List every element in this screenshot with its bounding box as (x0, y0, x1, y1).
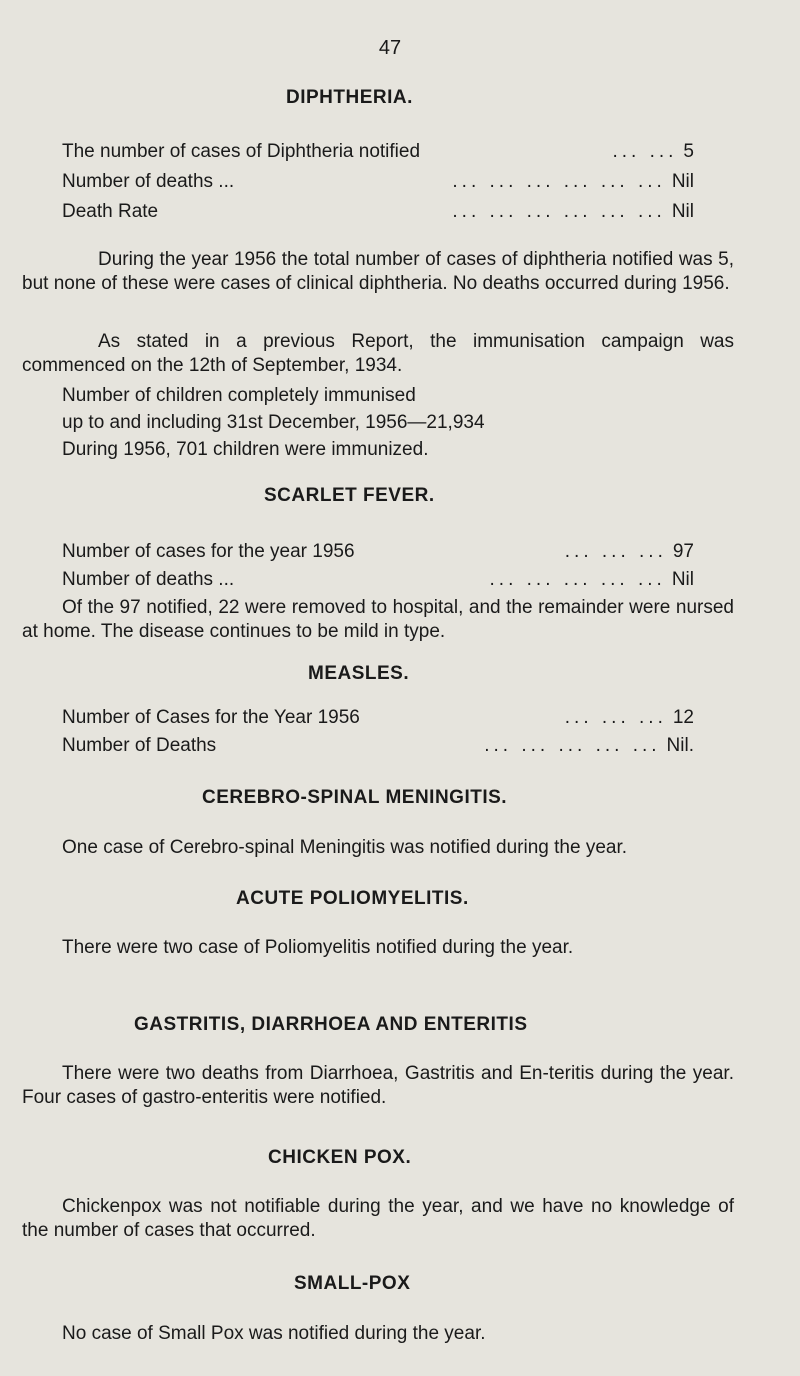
small-pox-heading: SMALL-POX (294, 1273, 411, 1294)
paragraph-text: Chickenpox was not notifiable during the year, and we have no knowledge of the number of cases that occurred. (22, 1196, 734, 1241)
row-label: Number of Deaths (62, 735, 217, 756)
row-value: Nil (671, 569, 694, 590)
chicken-pox-paragraph (22, 1195, 734, 1243)
row-dots: ... ... ... ... ... (489, 569, 666, 590)
chicken-pox-heading: CHICKEN POX. (268, 1147, 412, 1168)
diphtheria-death-rate-row (62, 200, 694, 224)
scarlet-fever-heading: SCARLET FEVER. (264, 485, 435, 506)
row-label: Number of deaths ... (62, 569, 235, 590)
row-dots: ... ... (612, 141, 678, 162)
row-label: Number of cases for the year 1956 (62, 541, 355, 562)
paragraph-text: As stated in a previous Report, the immunisation campaign was commenced on the 12th of September, 1934. (22, 331, 734, 376)
row-label: Death Rate (62, 201, 159, 222)
diphtheria-heading: DIPHTHERIA. (286, 87, 413, 108)
small-pox-paragraph: No case of Small Pox was notified during the year. (62, 1323, 486, 1344)
row-label: Number of Cases for the Year 1956 (62, 707, 360, 728)
meningitis-heading: CEREBRO-SPINAL MENINGITIS. (202, 787, 508, 808)
diphtheria-paragraph-2 (22, 330, 734, 378)
measles-deaths-row (62, 734, 694, 758)
measles-cases-row (62, 706, 694, 730)
page-number: 47 (378, 37, 402, 59)
row-dots: ... ... ... (564, 707, 667, 728)
row-dots: ... ... ... ... ... ... (452, 171, 666, 192)
row-value: 5 (683, 141, 694, 162)
paragraph-text: During the year 1956 the total number of cases of diphtheria notified was 5, but none of these were cases of clinical diphtheria. No deaths occurred during 1956. (22, 249, 734, 294)
row-value: Nil (671, 201, 694, 222)
polio-heading: ACUTE POLIOMYELITIS. (236, 888, 469, 909)
row-dots: ... ... ... ... ... (484, 735, 661, 756)
row-value: Nil. (666, 735, 694, 756)
row-dots: ... ... ... ... ... ... (452, 201, 666, 222)
diphtheria-cases-row (62, 140, 694, 164)
row-value: 12 (672, 707, 694, 728)
immunised-line-3: During 1956, 701 children were immunized. (62, 439, 429, 460)
diphtheria-deaths-row (62, 170, 694, 194)
row-label: The number of cases of Diphtheria notified (62, 141, 421, 162)
gastritis-paragraph (22, 1062, 734, 1110)
row-label: Number of deaths ... (62, 171, 235, 192)
row-dots: ... ... ... (564, 541, 667, 562)
gastritis-heading: GASTRITIS, DIARRHOEA AND ENTERITIS (134, 1014, 528, 1035)
measles-heading: MEASLES. (308, 663, 410, 684)
scarlet-deaths-row (62, 568, 694, 592)
immunised-line-1: Number of children completely immunised (62, 385, 416, 406)
diphtheria-paragraph-1 (22, 248, 734, 296)
paragraph-text: Of the 97 notified, 22 were removed to hospital, and the remainder were nursed at home. The disease continues to be mild in type. (22, 597, 734, 642)
paragraph-text: One case of Cerebro-spinal Meningitis was notified during the year. (62, 837, 628, 858)
scarlet-cases-row (62, 540, 694, 564)
polio-paragraph (22, 936, 734, 960)
row-value: 97 (672, 541, 694, 562)
immunised-line-2: up to and including 31st December, 1956—21,934 (62, 412, 485, 433)
paragraph-text: There were two case of Poliomyelitis notified during the year. (62, 937, 574, 958)
scarlet-paragraph (22, 596, 734, 644)
meningitis-paragraph (22, 836, 734, 860)
paragraph-text: There were two deaths from Diarrhoea, Gastritis and En-teritis during the year. Four cases of gastro-enteritis were notified. (22, 1063, 734, 1108)
row-value: Nil (671, 171, 694, 192)
